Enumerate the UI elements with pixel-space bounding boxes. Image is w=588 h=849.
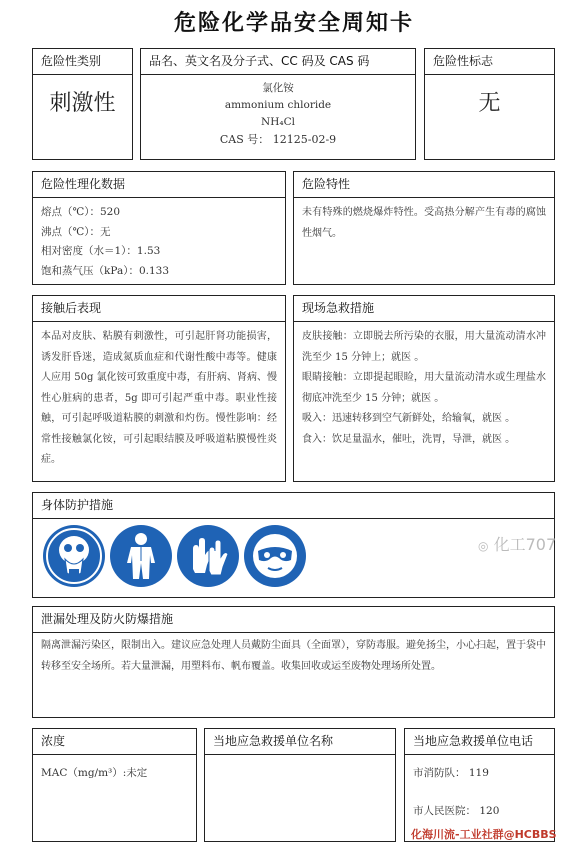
hazard-sign-header: 危险性标志 xyxy=(425,49,554,75)
first-aid-inhalation: 吸入：迅速转移到空气新鲜处，给输氧，就医 。 xyxy=(302,413,516,424)
concentration-box xyxy=(32,728,197,842)
fire-brigade-phone: 市消防队： 119 xyxy=(413,767,489,779)
spill-text: 隔离泄漏污染区，限制出入。建议应急处理人员戴防尘面具（全面罩），穿防毒服。避免扬尘，小心扫起，置于袋中转移至安全场所。若大量泄漏，用塑料布、帆布覆盖。收集回收或运至废物处理场所处置。 xyxy=(41,640,546,672)
hazard-props-header: 危险特性 xyxy=(294,172,554,198)
protection-header: 身体防护措施 xyxy=(33,493,554,519)
protection-box xyxy=(32,492,555,598)
hazard-sign-value: 无 xyxy=(478,91,501,116)
first-aid-box xyxy=(293,295,555,482)
watermark-channel-text: 化工707 xyxy=(493,535,557,554)
hazard-sign-box xyxy=(424,48,555,160)
exposure-text: 本品对皮肤、粘膜有刺激性，可引起肝肾功能损害，诱发肝昏迷，造成氮质血症和代谢性酸中毒等。健康人应用 50g 氯化铵可致重度中毒，有肝病、肾病、慢性心脏病的患者，5g 即可引起严重中毒。职业性接触，可引起呼吸道粘膜的刺激和灼伤。慢性影响：经常性接触氯化铵，可引起眼结膜及呼吸道粘膜慢性炎症。 xyxy=(41,331,277,465)
rescue-unit-box xyxy=(204,728,396,842)
hospital-phone: 市人民医院： 120 xyxy=(413,804,500,817)
hazard-category-header: 危险性类别 xyxy=(33,49,132,75)
concentration-header: 浓度 xyxy=(33,729,196,755)
chemical-formula: NH₄Cl xyxy=(261,116,295,128)
rescue-unit-header: 当地应急救援单位名称 xyxy=(205,729,395,755)
hazard-category-value: 刺激性 xyxy=(49,91,116,116)
cas-number: CAS 号： 12125-02-9 xyxy=(219,133,337,146)
exposure-header: 接触后表现 xyxy=(33,296,285,322)
card-title: 危险化学品安全周知卡 xyxy=(173,11,414,36)
safety-goggles-icon xyxy=(244,525,306,587)
rescue-phone-box xyxy=(404,728,555,842)
hazard-props-text: 未有特殊的燃烧爆炸特性。受高热分解产生有毒的腐蚀性烟气。 xyxy=(302,207,546,239)
identity-header: 品名、英文名及分子式、CC 码及 CAS 码 xyxy=(141,49,415,75)
first-aid-ingestion: 食入：饮足量温水，催吐，洗胃，导泄，就医 。 xyxy=(302,433,516,445)
hazard-category-box xyxy=(32,48,133,160)
spill-box xyxy=(32,606,555,718)
relative-density: 相对密度（水＝1）：1.53 xyxy=(41,245,161,257)
boiling-point: 沸点（℃）：无 xyxy=(41,225,111,238)
melting-point: 熔点（℃）：520 xyxy=(41,206,121,218)
physchem-header: 危险性理化数据 xyxy=(33,172,285,198)
gas-mask-icon xyxy=(43,525,105,587)
watermark-channel: ◎ 化工707 xyxy=(478,535,557,554)
rescue-phone-header: 当地应急救援单位电话 xyxy=(405,729,554,755)
identity-box xyxy=(140,48,416,160)
spill-header: 泄漏处理及防火防爆措施 xyxy=(33,607,554,633)
gloves-icon xyxy=(177,525,239,587)
concentration-value: MAC（mg/m³）:未定 xyxy=(41,767,148,779)
vapor-pressure: 饱和蒸气压（kPa）：0.133 xyxy=(41,264,170,277)
chemical-name-en: ammonium chloride xyxy=(224,99,332,111)
chemical-name-cn: 氯化铵 xyxy=(262,82,294,94)
first-aid-skin: 皮肤接触：立即脱去所污染的衣服，用大量流动清水冲洗至少 15 分钟上；就医 。 xyxy=(302,331,546,363)
exposure-box xyxy=(32,295,286,482)
first-aid-header: 现场急救措施 xyxy=(294,296,554,322)
protective-suit-icon xyxy=(110,525,172,587)
hazard-props-box xyxy=(293,171,555,285)
watermark-footer: 化海川流-工业社群@HCBBS xyxy=(411,828,557,841)
physchem-box xyxy=(32,171,286,285)
first-aid-eye: 眼睛接触：立即提起眼睑，用大量流动清水或生理盐水彻底冲洗至少 15 分钟；就医 。 xyxy=(302,372,546,404)
